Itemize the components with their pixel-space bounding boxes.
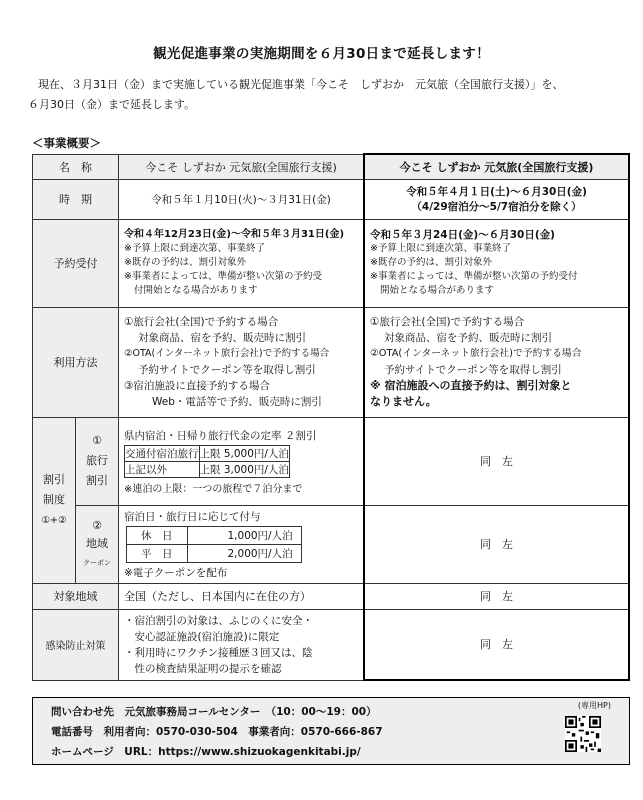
new-region-coupon: 同 左: [364, 505, 629, 583]
region-label-2: クーポン: [83, 558, 111, 567]
infection-line: 安心認証施設(宿泊施設)に限定: [124, 630, 280, 643]
old-reservation-note: ※予算上限に到達次第、事業終了: [124, 243, 265, 254]
region-label-1: 地域: [86, 536, 108, 550]
phone-line: 電話番号 利用者向：0570-030-504 事業者向：0570-666-867: [51, 726, 383, 738]
old-usage: [119, 307, 365, 417]
old-usage-line: Web・電話等で予約、販売時に割引: [152, 396, 322, 408]
new-usage-line: 対象商品、宿を予約、販売時に割引: [384, 332, 552, 344]
new-reservation-head: 令和５年３月24日(金)～６月30日(金): [370, 229, 555, 241]
new-usage: [364, 307, 629, 417]
new-usage-bold: なりません。: [370, 395, 437, 408]
old-period: 令和５年１月10日(火)～３月31日(金): [119, 179, 365, 219]
new-period-line-1: 令和５年４月１日(土)～６月30日(金): [406, 186, 587, 198]
row-label-name: 名 称: [33, 154, 119, 179]
travel-note: ※連泊の上限：一つの旅程で７泊分まで: [124, 483, 303, 495]
row-label-discount: [33, 417, 76, 583]
old-infection: [119, 609, 365, 680]
intro-line-1: 現在、３月31日（金）まで実施している観光促進事業「今こそ しずおか 元気旅（全国旅行支援）」を、: [38, 78, 564, 91]
region-note: ※電子クーポンを配布: [124, 566, 228, 579]
infection-line: 性の検査結果証明の提示を確認: [124, 662, 282, 675]
row-label-area: 対象地域: [33, 583, 119, 609]
old-reservation-note: ※既存の予約は、割引対象外: [124, 257, 246, 268]
old-usage-line: ①旅行会社(全国)で予約する場合: [124, 316, 279, 328]
old-usage-line: ③宿泊施設に直接予約する場合: [124, 380, 270, 392]
region-head: 宿泊日・旅行日に応じて付与: [124, 510, 261, 523]
discount-label-3: ①+②: [41, 514, 67, 526]
qr-code-icon[interactable]: [565, 716, 601, 752]
region-amount: 2,000円/人泊: [187, 544, 301, 562]
old-reservation: [119, 219, 365, 307]
new-reservation-note: ※予算上限に到達次第、事業終了: [370, 243, 511, 254]
old-usage-line: ②OTA(インターネット旅行会社)で予約する場合: [124, 348, 330, 359]
travel-rate-type: 上記以外: [125, 461, 200, 477]
new-reservation-note: ※既存の予約は、割引対象外: [370, 257, 492, 268]
new-travel-discount: 同 左: [364, 417, 629, 505]
row-label-region-coupon: [76, 505, 119, 583]
discount-label-2: 制度: [43, 492, 65, 506]
new-usage-line: 予約サイトでクーポン等を取得し割引: [384, 364, 562, 376]
overview-table: [32, 153, 630, 681]
travel-head: 県内宿泊・日帰り旅行代金の定率 ２割引: [124, 429, 317, 442]
old-reservation-note: ※事業者によっては、準備が整い次第の予約受: [124, 271, 322, 282]
travel-rate-limit: 上限 3,000円/人泊: [199, 461, 289, 477]
region-day-type: 休 日: [127, 526, 188, 544]
row-label-usage: 利用方法: [33, 307, 119, 417]
intro-line-2: ６月30日（金）まで延長します。: [28, 98, 196, 111]
row-label-period: 時 期: [33, 179, 119, 219]
new-area: 同 左: [364, 583, 629, 609]
new-reservation: [364, 219, 629, 307]
old-region-coupon: [119, 505, 365, 583]
region-coupon-table: [126, 526, 302, 563]
row-label-infection: 感染防止対策: [33, 609, 119, 680]
old-area: 全国（ただし、日本国内に在住の方）: [119, 583, 365, 609]
new-name: 今こそ しずおか 元気旅(全国旅行支援): [364, 154, 629, 179]
old-travel-discount: [119, 417, 365, 505]
travel-label-2: 割引: [86, 474, 108, 487]
region-num: ②: [92, 518, 102, 532]
page-title: 観光促進事業の実施期間を６月30日まで延長します！: [153, 46, 490, 62]
old-usage-line: 対象商品、宿を予約、販売時に割引: [138, 332, 306, 344]
travel-rate-type: 交通付宿泊旅行: [125, 445, 200, 461]
old-usage-line: 予約サイトでクーポン等を取得し割引: [138, 364, 316, 376]
new-usage-bold: ※ 宿泊施設への直接予約は、割引対象と: [370, 379, 572, 392]
new-reservation-note: 開始となる場合があります: [380, 285, 495, 296]
travel-rate-limit: 上限 5,000円/人泊: [199, 445, 289, 461]
new-period: [364, 179, 629, 219]
new-infection: 同 左: [364, 609, 629, 680]
new-usage-line: ①旅行会社(全国)で予約する場合: [370, 316, 525, 328]
travel-label-1: 旅行: [86, 454, 108, 467]
old-reservation-note: 付開始となる場合があります: [134, 285, 258, 296]
travel-num: ①: [92, 434, 102, 447]
row-label-reservation: 予約受付: [33, 219, 119, 307]
old-name: 今こそ しずおか 元気旅(全国旅行支援): [119, 154, 365, 179]
region-day-type: 平 日: [127, 544, 188, 562]
intro-text: [28, 75, 618, 115]
discount-label-1: 割引: [43, 472, 65, 486]
contact-line: 問い合わせ先 元気旅事務局コールセンター （10：00～19：00）: [51, 706, 377, 718]
infection-line: ・利用時にワクチン接種歴３回又は、陰: [124, 646, 313, 659]
contact-footer: [32, 697, 630, 765]
section-label: ＜事業概要＞: [32, 136, 101, 150]
new-usage-line: ②OTA(インターネット旅行会社)で予約する場合: [370, 348, 582, 359]
infection-line: ・宿泊割引の対象は、ふじのくに安全・: [124, 614, 313, 627]
new-period-line-2: （4/29宿泊分～5/7宿泊分を除く）: [411, 201, 582, 213]
old-reservation-head: 令和４年12月23日(金)～令和５年３月31日(金): [124, 229, 345, 240]
new-reservation-note: ※事業者によっては、準備が整い次第の予約受付: [370, 271, 578, 282]
region-amount: 1,000円/人泊: [187, 526, 301, 544]
travel-rate-table: [124, 445, 290, 478]
row-label-travel-discount: [76, 417, 119, 505]
homepage-link[interactable]: ホームページ URL：https://www.shizuokagenkitabi.jp/: [51, 746, 361, 758]
qr-label: (専用HP): [577, 701, 611, 710]
